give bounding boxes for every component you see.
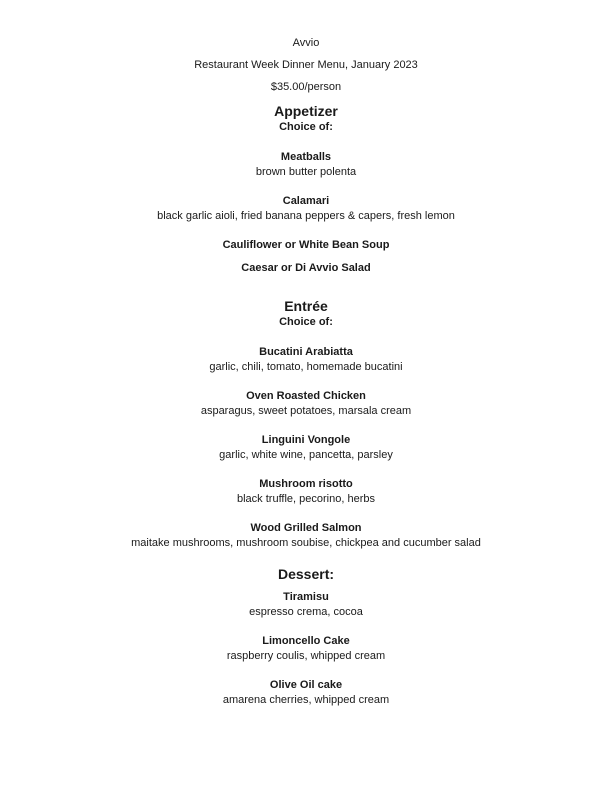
entree-choice-of-label: Choice of: xyxy=(279,316,333,328)
menu-item-calamari xyxy=(0,194,612,224)
section-entree xyxy=(0,297,612,551)
item-description: amarena cherries, whipped cream xyxy=(222,694,390,706)
item-description: maitake mushrooms, mushroom soubise, chickpea and cucumber salad xyxy=(131,537,481,549)
menu-item-wood-grilled-salmon xyxy=(0,521,612,551)
item-description: garlic, chili, tomato, homemade bucatini xyxy=(209,361,403,373)
item-description: raspberry coulis, whipped cream xyxy=(226,650,386,662)
item-description: brown butter polenta xyxy=(255,166,357,178)
menu-item-linguini-vongole xyxy=(0,433,612,463)
menu-item-salad xyxy=(0,261,612,276)
menu-title: Restaurant Week Dinner Menu, January 2023 xyxy=(194,59,418,71)
appetizer-choice-of-label: Choice of: xyxy=(279,121,333,133)
section-appetizer xyxy=(0,102,612,276)
item-name: Tiramisu xyxy=(283,591,329,603)
appetizer-section-title: Appetizer xyxy=(274,103,338,119)
item-name: Wood Grilled Salmon xyxy=(250,522,362,534)
entree-section-title: Entrée xyxy=(284,298,328,314)
item-description: espresso crema, cocoa xyxy=(249,606,363,618)
section-dessert xyxy=(0,565,612,708)
dessert-section-title: Dessert: xyxy=(277,566,335,582)
item-name: Bucatini Arabiatta xyxy=(259,346,353,358)
menu-item-limoncello-cake xyxy=(0,634,612,664)
item-description: black garlic aioli, fried banana peppers & capers, fresh lemon xyxy=(157,210,455,222)
menu-item-bucatini-arabiatta xyxy=(0,345,612,375)
item-name: Mushroom risotto xyxy=(259,478,353,490)
menu-item-tiramisu xyxy=(0,590,612,620)
item-name: Olive Oil cake xyxy=(269,679,343,691)
item-name: Meatballs xyxy=(280,151,332,163)
item-name: Cauliflower or White Bean Soup xyxy=(222,239,390,251)
item-name: Oven Roasted Chicken xyxy=(246,390,366,402)
menu-item-meatballs xyxy=(0,150,612,180)
restaurant-name: Avvio xyxy=(292,37,320,49)
menu-item-oven-roasted-chicken xyxy=(0,389,612,419)
menu-item-soup xyxy=(0,238,612,253)
item-name: Calamari xyxy=(282,195,330,207)
menu-item-olive-oil-cake xyxy=(0,678,612,708)
item-name: Linguini Vongole xyxy=(261,434,351,446)
item-description: garlic, white wine, pancetta, parsley xyxy=(219,449,393,461)
item-name: Limoncello Cake xyxy=(262,635,350,647)
menu-price: $35.00/person xyxy=(270,81,342,93)
item-description: asparagus, sweet potatoes, marsala cream xyxy=(200,405,412,417)
item-description: black truffle, pecorino, herbs xyxy=(237,493,375,505)
item-name: Caesar or Di Avvio Salad xyxy=(241,262,371,274)
menu-item-mushroom-risotto xyxy=(0,477,612,507)
